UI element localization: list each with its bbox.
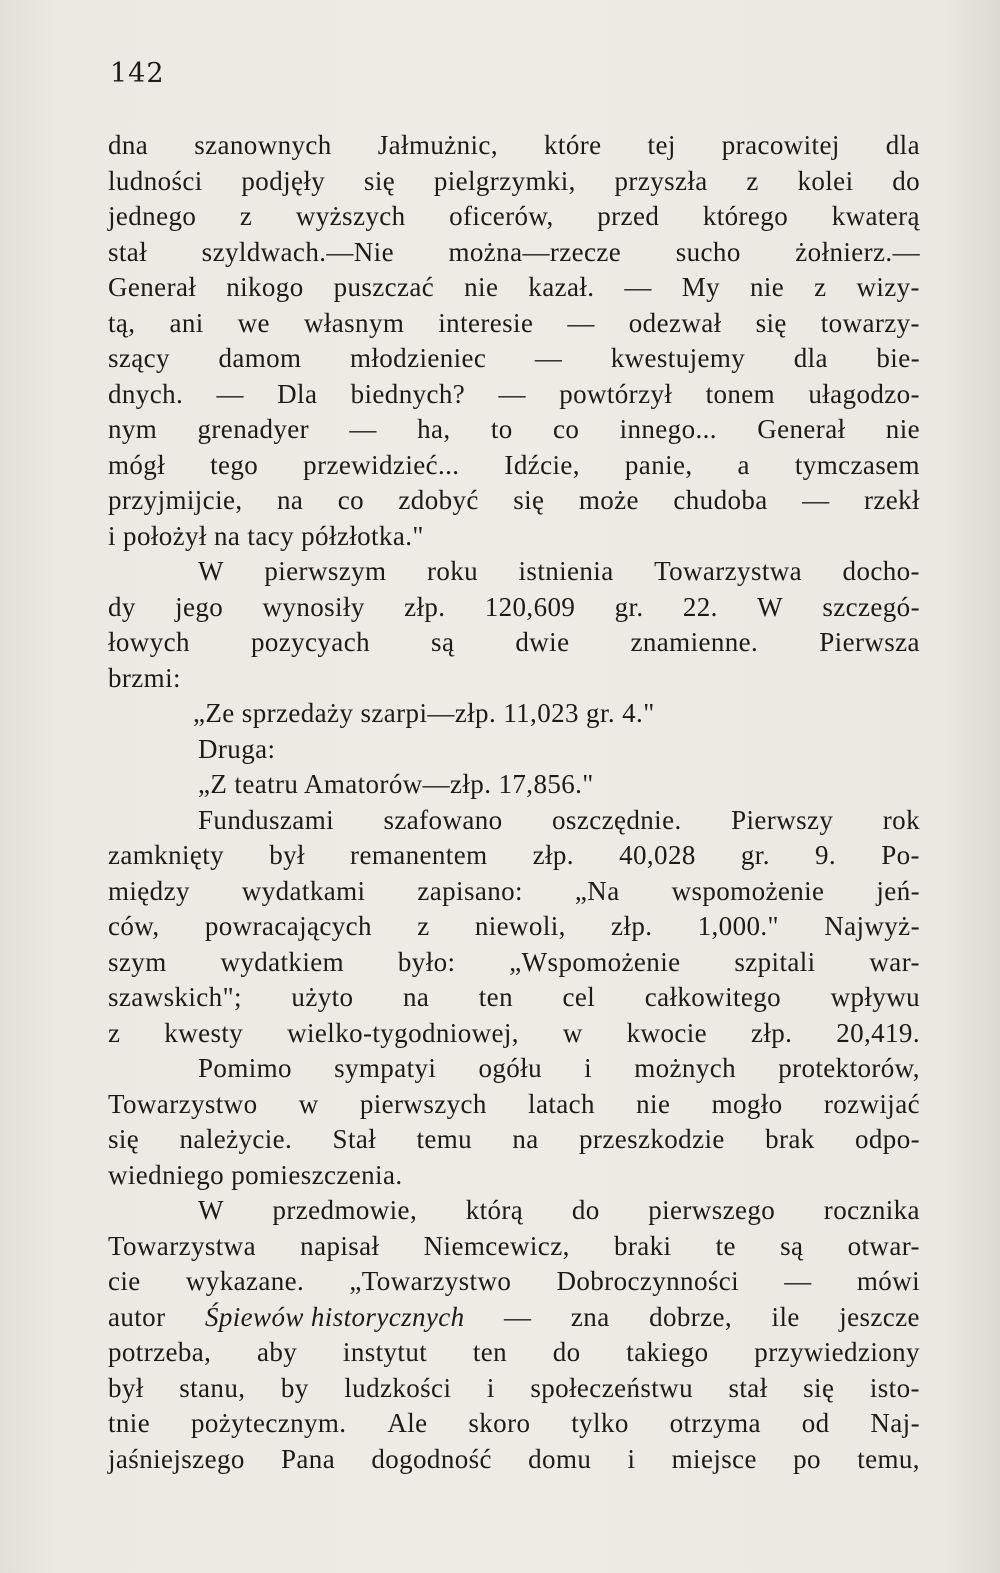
text-line: tą, ani we własnym interesie — odezwał się towarzy- <box>108 307 920 338</box>
text-line: dna szanownych Jałmużnic, które tej pracowitej dla <box>108 130 920 160</box>
text-line: Towarzystwa napisał Niemcewicz, braki te są otwar- <box>108 1230 920 1261</box>
text-line: Funduszami szafowano oszczędnie. Pierwszy rok <box>198 804 920 835</box>
text-line: „Ze sprzedaży szarpi—złp. 11,023 gr. 4." <box>193 698 655 728</box>
text-line: Druga: <box>198 733 276 764</box>
text-line: szym wydatkiem było: „Wspomożenie szpitali war- <box>108 946 920 977</box>
text-line: cie wykazane. „Towarzystwo Dobroczynności — mówi <box>108 1266 920 1296</box>
text-line: między wydatkami zapisano: „Na wspomożenie jeń- <box>108 875 920 906</box>
text-line: brzmi: <box>108 662 181 693</box>
text-line: się należycie. Stał temu na przeszkodzie brak odpo- <box>108 1124 920 1154</box>
text-line: W przedmowie, którą do pierwszego rocznika <box>198 1195 920 1225</box>
page-number: 142 <box>110 58 165 89</box>
text-line: wiedniego pomieszczenia. <box>108 1159 403 1190</box>
text-line: Towarzystwo w pierwszych latach nie mogło rozwijać <box>108 1088 920 1119</box>
text-line: jaśniejszego Pana dogodność domu i miejsce po temu, <box>108 1443 920 1474</box>
text-line: był stanu, by ludzkości i społeczeństwu stał się isto- <box>108 1372 920 1403</box>
body-text <box>108 128 920 1477</box>
text-line: przyjmijcie, na co zdobyć się może chudoba — rzekł <box>108 485 920 515</box>
text-line: stał szyldwach.—Nie można—rzecze sucho żołnierz.— <box>108 236 920 267</box>
text-line: autor Śpiewów historycznych — zna dobrze, ile jeszcze <box>108 1301 920 1332</box>
text-line: szący damom młodzieniec — kwestujemy dla bie- <box>108 343 920 373</box>
text-line: Generał nikogo puszczać nie kazał. — My nie z wizy- <box>108 272 920 302</box>
text-line: nym grenadyer — ha, to co innego... Generał nie <box>108 414 920 444</box>
text-line: i położył na tacy półzłotka." <box>108 520 424 551</box>
text-line: W pierwszym roku istnienia Towarzystwa docho- <box>198 556 920 586</box>
text-line: jednego z wyższych oficerów, przed którego kwaterą <box>108 201 920 231</box>
text-line: dy jego wynosiły złp. 120,609 gr. 22. W szczegó- <box>108 591 920 622</box>
text-line: tnie pożytecznym. Ale skoro tylko otrzyma od Naj- <box>108 1408 920 1438</box>
text-line: dnych. — Dla biednych? — powtórzył tonem ułagodzo- <box>108 378 920 409</box>
text-line: Pomimo sympatyi ogółu i możnych protektorów, <box>198 1053 920 1083</box>
text-line: mógł tego przewidzieć... Idźcie, panie, a tymczasem <box>108 449 920 480</box>
text-line: zamknięty był remanentem złp. 40,028 gr. 9. Po- <box>108 840 920 870</box>
text-line: „Z teatru Amatorów—złp. 17,856." <box>198 769 594 799</box>
text-line: łowych pozycyach są dwie znamienne. Pierwsza <box>108 627 920 657</box>
text-line: ców, powracających z niewoli, złp. 1,000." Najwyż- <box>108 911 920 941</box>
text-line: potrzeba, aby instytut ten do takiego przywiedziony <box>108 1337 920 1367</box>
text-line: ludności podjęły się pielgrzymki, przyszła z kolei do <box>108 165 920 196</box>
text-line: z kwesty wielko-tygodniowej, w kwocie złp. 20,419. <box>108 1017 920 1048</box>
text-line: szawskich"; użyto na ten cel całkowitego wpływu <box>108 982 920 1012</box>
